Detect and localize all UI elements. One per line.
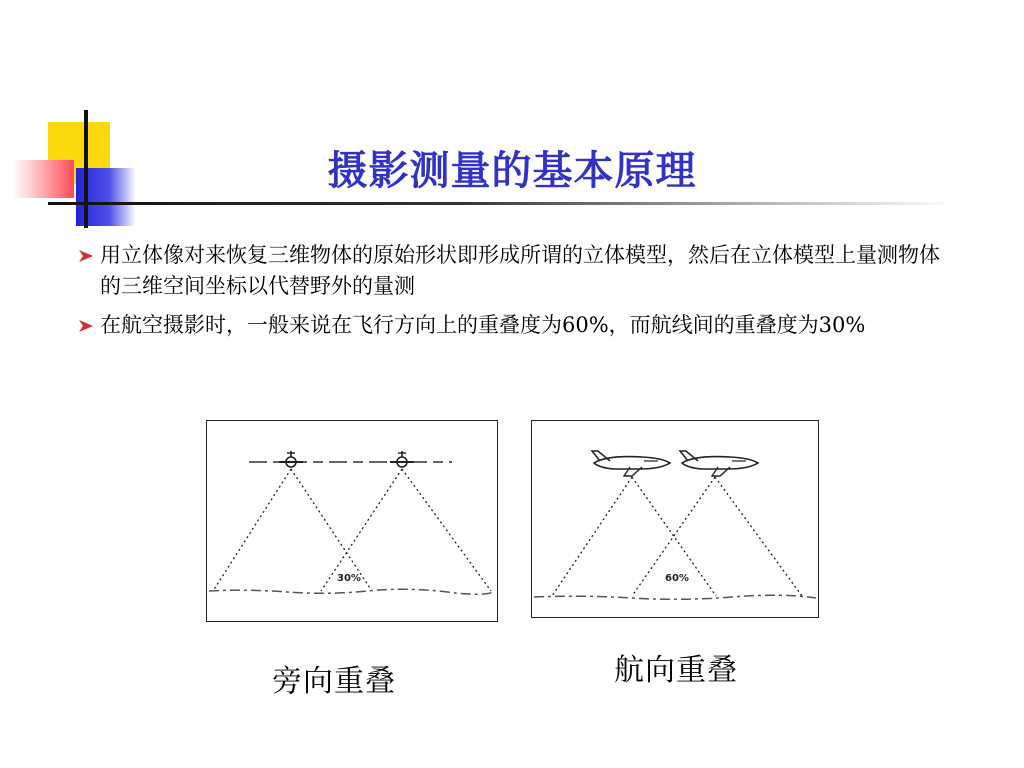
slide-title: 摄影测量的基本原理	[327, 147, 697, 194]
bullet-text: 用立体像对来恢复三维物体的原始形状即形成所谓的立体模型，然后在立体模型上量测物体的三维空间坐标以代替野外的量测	[100, 243, 940, 298]
aircraft-side-view-icon	[592, 451, 670, 476]
aircraft-side-view-icon	[680, 451, 758, 476]
side-overlap-figure	[206, 420, 498, 622]
title-underline	[48, 202, 960, 205]
overlap-label: 30%	[337, 573, 361, 584]
decor-red-square	[12, 160, 74, 198]
forward-overlap-diagram	[532, 421, 818, 617]
arrow-bullet-icon	[78, 319, 94, 333]
decor-vertical-line	[84, 110, 88, 228]
side-overlap-caption: 旁向重叠	[272, 664, 396, 699]
bullet-list	[78, 240, 948, 349]
bullet-item	[78, 240, 948, 302]
aircraft-front-view-icon	[279, 451, 303, 467]
overlap-label: 60%	[665, 573, 689, 584]
side-overlap-diagram	[207, 421, 497, 621]
aircraft-front-view-icon	[390, 451, 414, 467]
bullet-text: 在航空摄影时，一般来说在飞行方向上的重叠度为60%，而航线间的重叠度为30%	[100, 313, 866, 337]
forward-overlap-figure	[531, 420, 819, 618]
forward-overlap-caption: 航向重叠	[614, 653, 738, 688]
arrow-bullet-icon	[78, 249, 94, 263]
bullet-item	[78, 310, 948, 341]
